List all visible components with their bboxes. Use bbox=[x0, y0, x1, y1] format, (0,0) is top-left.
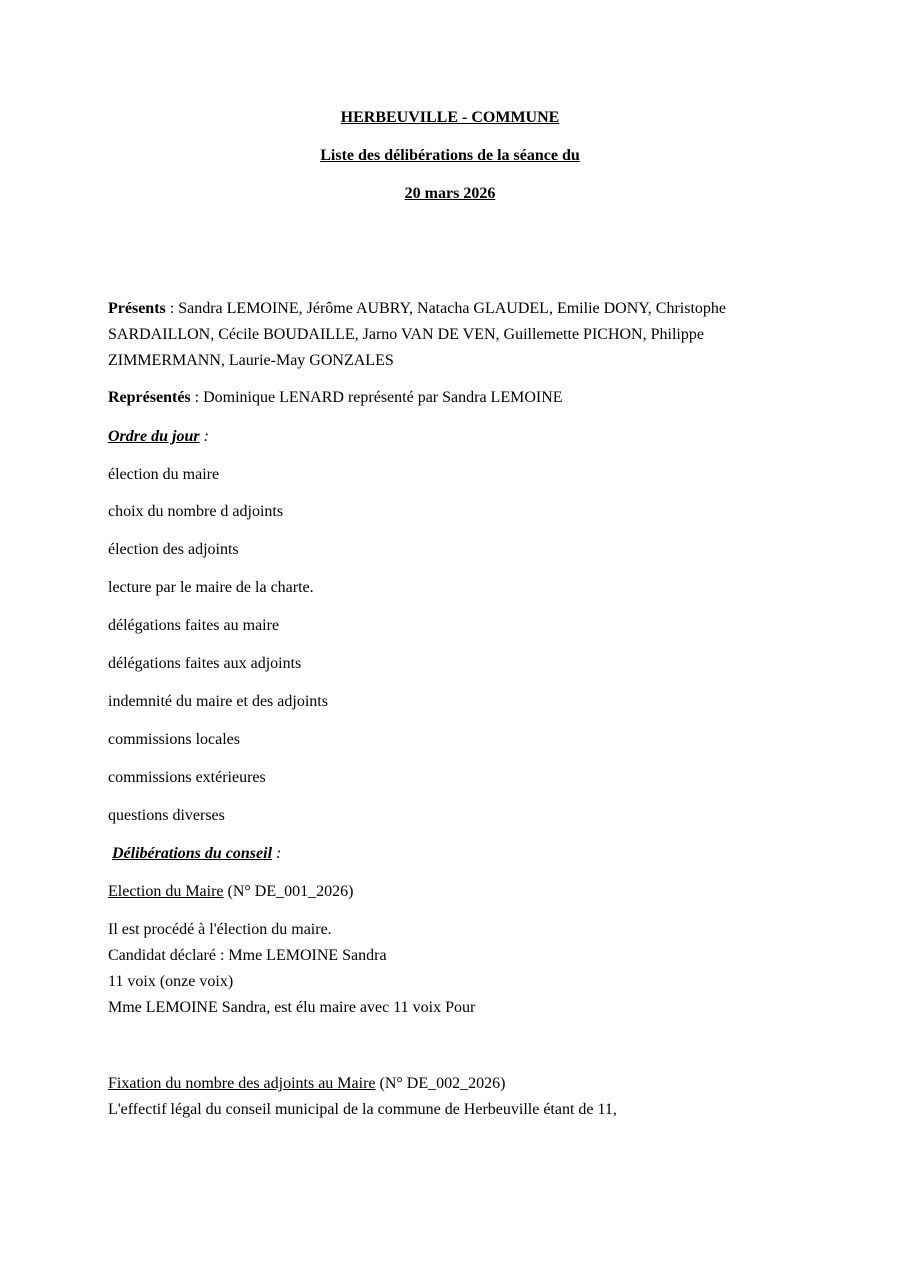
agenda-item: indemnité du maire et des adjoints bbox=[108, 693, 328, 710]
agenda-item: délégations faites aux adjoints bbox=[108, 655, 302, 672]
agenda-item: commissions locales bbox=[108, 731, 240, 748]
represented-label: Représentés bbox=[108, 389, 191, 406]
deliberation-title bbox=[108, 879, 808, 905]
agenda-heading bbox=[108, 424, 808, 450]
agenda-heading-suffix: : bbox=[199, 428, 209, 445]
deliberation-title-text: Fixation du nombre des adjoints au Maire bbox=[108, 1075, 376, 1092]
deliberation-line: Mme LEMOINE Sandra, est élu maire avec 11 voix Pour bbox=[108, 999, 476, 1016]
commune-title: HERBEUVILLE - COMMUNE bbox=[340, 109, 560, 126]
deliberation-ref: (N° DE_001_2026) bbox=[223, 883, 354, 900]
agenda-item: lecture par le maire de la charte. bbox=[108, 579, 314, 596]
deliberation-line: 11 voix (onze voix) bbox=[108, 973, 234, 990]
agenda-item: élection des adjoints bbox=[108, 541, 239, 558]
presents-paragraph bbox=[108, 296, 808, 374]
agenda-item: questions diverses bbox=[108, 807, 225, 824]
deliberations-heading-suffix: : bbox=[272, 845, 282, 862]
session-date: 20 mars 2026 bbox=[404, 185, 496, 202]
deliberation-line: Il est procédé à l'élection du maire. bbox=[108, 921, 332, 938]
agenda-heading-text: Ordre du jour bbox=[108, 428, 200, 445]
deliberation-line: Candidat déclaré : Mme LEMOINE Sandra bbox=[108, 947, 387, 964]
agenda-item: élection du maire bbox=[108, 466, 220, 483]
presents-names: : Sandra LEMOINE, Jérôme AUBRY, Natacha GLAUDEL, Emilie DONY, Christophe SARDAILLON, Cécile BOUDAILLE, Jarno VAN DE VEN, Guillemette PICHON, Philippe ZIMMERMANN, Laurie-May GONZALES bbox=[108, 300, 726, 369]
agenda-item: choix du nombre d adjoints bbox=[108, 503, 284, 520]
represented-paragraph bbox=[108, 385, 808, 411]
agenda-item: délégations faites au maire bbox=[108, 617, 280, 634]
deliberation-title bbox=[108, 1071, 808, 1097]
represented-names: : Dominique LENARD représenté par Sandra LEMOINE bbox=[190, 389, 563, 406]
session-subtitle: Liste des délibérations de la séance du bbox=[320, 147, 580, 164]
agenda-item: commissions extérieures bbox=[108, 769, 266, 786]
presents-label: Présents bbox=[108, 300, 166, 317]
deliberation-line: L'effectif légal du conseil municipal de la commune de Herbeuville étant de 11, bbox=[108, 1101, 617, 1118]
deliberation-title-text: Election du Maire bbox=[108, 883, 224, 900]
deliberation-ref: (N° DE_002_2026) bbox=[375, 1075, 506, 1092]
deliberations-heading-text: Délibérations du conseil bbox=[112, 845, 273, 862]
deliberations-heading bbox=[112, 841, 812, 867]
